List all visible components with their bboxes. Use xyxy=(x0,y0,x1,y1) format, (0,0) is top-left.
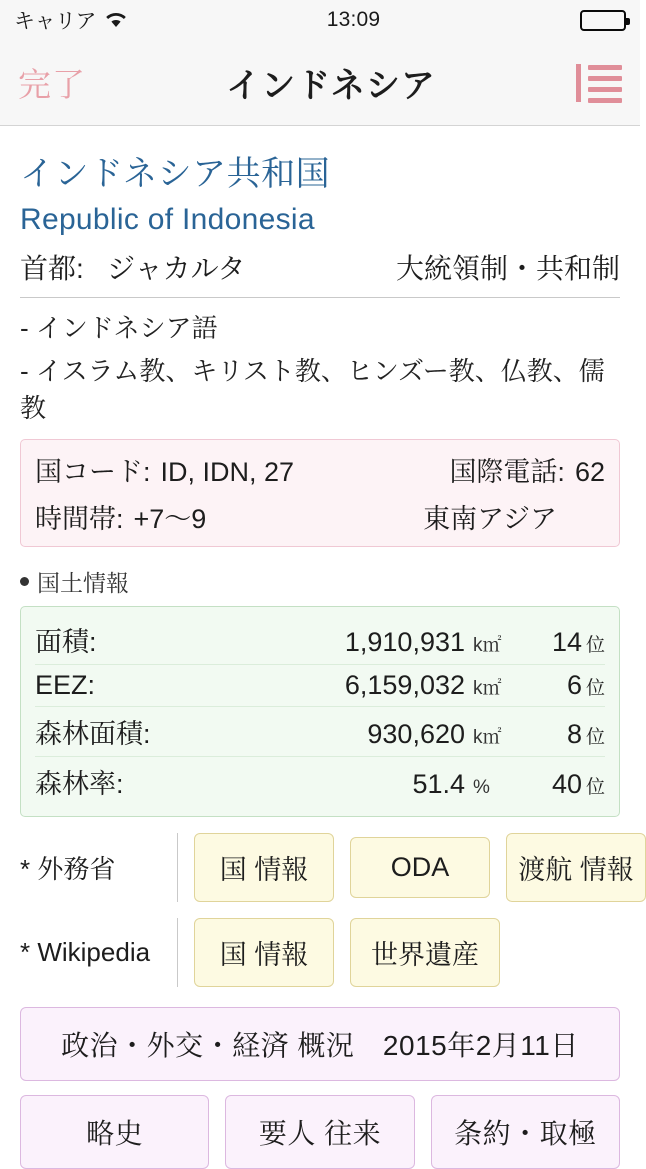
row-unit: k㎡ xyxy=(473,727,502,748)
history-button[interactable]: 略史 xyxy=(20,1095,209,1169)
codes-box xyxy=(20,439,620,547)
table-row xyxy=(35,756,605,806)
row-rank xyxy=(513,670,605,701)
wikipedia-world-heritage-button[interactable]: 世界遺産 xyxy=(350,918,500,987)
capital-label: 首都: xyxy=(20,253,84,284)
row-value: 51.4 xyxy=(412,769,465,799)
menu-line-2 xyxy=(588,76,622,81)
wikipedia-label: * Wikipedia xyxy=(20,918,178,987)
topic-buttons-row xyxy=(20,1095,620,1169)
table-row xyxy=(35,706,605,756)
table-row xyxy=(35,615,605,664)
rank-number: 40 xyxy=(551,769,582,799)
row-rank xyxy=(513,719,605,750)
menu-accent-bar xyxy=(576,64,581,102)
navigation-bar xyxy=(0,40,640,126)
country-name-jp: インドネシア共和国 xyxy=(20,155,331,193)
capital-row xyxy=(20,247,620,298)
done-button[interactable]: 完了 xyxy=(18,66,86,103)
rank-unit: 位 xyxy=(585,678,605,699)
overview-button[interactable]: 政治・外交・経済 概況 2015年2月11日 xyxy=(20,1007,620,1081)
row-label: 森林率: xyxy=(35,769,124,799)
wifi-icon xyxy=(105,12,127,28)
rank-unit: 位 xyxy=(585,635,605,656)
mofa-links-row xyxy=(20,833,634,902)
rank-number: 6 xyxy=(566,670,582,700)
rank-number: 14 xyxy=(551,627,582,657)
menu-line-4 xyxy=(588,98,622,103)
region-value: 東南アジア xyxy=(423,504,557,534)
battery-icon xyxy=(580,10,626,31)
menu-line-1 xyxy=(588,65,622,70)
timezone-value: +7〜9 xyxy=(133,504,207,534)
carrier-label: キャリア xyxy=(14,10,96,33)
row-unit: k㎡ xyxy=(473,635,502,656)
rank-number: 8 xyxy=(566,719,582,749)
capital-value: ジャカルタ xyxy=(107,253,246,284)
row-label: EEZ: xyxy=(35,670,96,700)
country-name-en: Republic of Indonesia xyxy=(20,203,315,236)
row-value: 1,910,931 xyxy=(344,627,465,657)
mofa-label: * 外務省 xyxy=(20,833,178,902)
capital-label-value xyxy=(20,247,245,287)
timezone-label: 時間帯: xyxy=(35,504,124,534)
row-rank xyxy=(513,769,605,800)
status-bar-left xyxy=(14,5,127,35)
status-bar-time: 13:09 xyxy=(326,8,381,31)
wikipedia-country-info-button[interactable]: 国 情報 xyxy=(194,918,334,987)
row-value: 930,620 xyxy=(367,719,465,749)
row-value: 6,159,032 xyxy=(344,670,465,700)
content-area xyxy=(0,126,640,1169)
row-label: 森林面積: xyxy=(35,719,151,749)
page-title: インドネシア xyxy=(226,67,436,105)
land-section-title: 国土情報 xyxy=(37,570,129,596)
intl-phone-label: 国際電話: xyxy=(449,457,565,487)
bullet-icon xyxy=(20,577,29,586)
land-info-table xyxy=(20,606,620,817)
status-bar xyxy=(0,0,640,40)
country-code-row xyxy=(35,450,605,489)
government-type: 大統領制・共和制 xyxy=(395,253,620,284)
mofa-oda-button[interactable]: ODA xyxy=(350,837,490,898)
country-code-value: ID, IDN, 27 xyxy=(160,457,295,487)
treaties-button[interactable]: 条約・取極 xyxy=(431,1095,620,1169)
intl-phone-value: 62 xyxy=(574,457,605,487)
country-code-label: 国コード: xyxy=(35,457,151,487)
row-unit: k㎡ xyxy=(473,678,502,699)
dignitary-visits-button[interactable]: 要人 往来 xyxy=(225,1095,414,1169)
rank-unit: 位 xyxy=(585,727,605,748)
religion-line: - イスラム教、キリスト教、ヒンズー教、仏教、儒教 xyxy=(20,356,605,423)
wikipedia-links-row xyxy=(20,918,620,987)
table-row xyxy=(35,664,605,706)
menu-line-3 xyxy=(588,87,622,92)
row-rank xyxy=(513,627,605,658)
language-line: - インドネシア語 xyxy=(20,313,218,343)
row-unit: % xyxy=(473,777,490,798)
mofa-country-info-button[interactable]: 国 情報 xyxy=(194,833,334,902)
row-label: 面積: xyxy=(35,627,97,657)
land-section-header xyxy=(20,565,620,598)
rank-unit: 位 xyxy=(585,777,605,798)
timezone-row xyxy=(35,497,605,536)
status-bar-right xyxy=(580,10,626,31)
list-menu-icon[interactable] xyxy=(576,63,622,103)
mofa-travel-info-button[interactable]: 渡航 情報 xyxy=(506,833,646,902)
